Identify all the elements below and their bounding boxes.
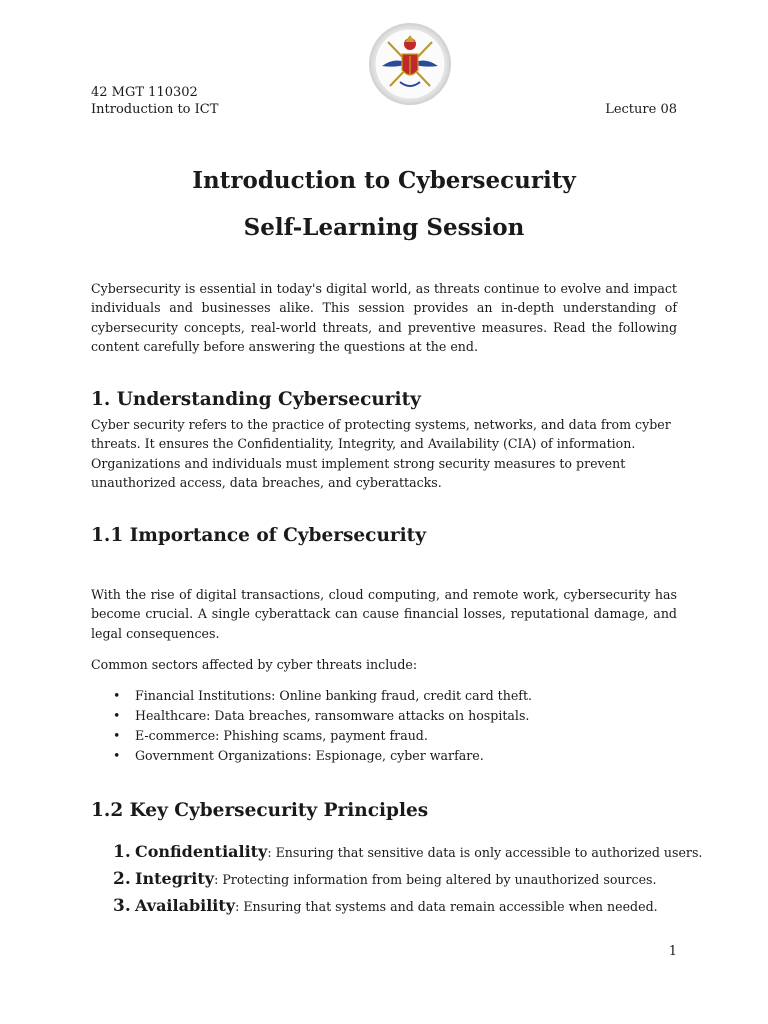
principle-term: Availability (135, 896, 236, 915)
sectors-list (113, 686, 532, 766)
principle-description: Ensuring that sensitive data is only accessible to authorized users. (275, 845, 703, 860)
course-code: 42 MGT 110302 (91, 85, 198, 100)
bullet-icon: • (113, 708, 121, 723)
document-subtitle: Self-Learning Session (243, 214, 525, 241)
principle-term: Confidentiality (135, 842, 268, 861)
principle-separator: : (267, 845, 276, 860)
principle-number: 1. (113, 842, 131, 862)
bullet-icon: • (113, 728, 121, 743)
section-body-importance: With the rise of digital transactions, cloud computing, and remote work, cybersecurity has become crucial. A single cyberattack can cause financial losses, reputational damage, and legal consequences. (91, 587, 677, 641)
bullet-icon: • (113, 688, 121, 703)
principle-separator: : (214, 872, 223, 887)
lecture-label: Lecture 08 (605, 102, 677, 117)
page-number: 1 (668, 944, 677, 959)
list-item: • E-commerce: Phishing scams, payment fraud. (113, 726, 532, 746)
section-heading-importance: 1.1 Importance of Cybersecurity (91, 525, 426, 546)
principle-term: Integrity (135, 869, 215, 888)
list-item: • Government Organizations: Espionage, cyber warfare. (113, 746, 532, 766)
section-heading-principles: 1.2 Key Cybersecurity Principles (91, 800, 429, 821)
principle-item-integrity (113, 869, 702, 896)
principle-description: Ensuring that systems and data remain accessible when needed. (243, 899, 658, 914)
section-body-understanding: Cyber security refers to the practice of protecting systems, networks, and data from cyber threats. It ensures the Confidentiality, Integrity, and Availability (CIA) of information. Organizations and individuals must implement strong security measures to prevent unauthorized access, data breaches, and cyberattacks. (91, 417, 671, 491)
document-title: Introduction to Cybersecurity (192, 167, 576, 194)
principle-item-availability (113, 896, 702, 923)
principle-number: 3. (113, 896, 131, 916)
list-item: • Healthcare: Data breaches, ransomware attacks on hospitals. (113, 706, 532, 726)
principle-number: 2. (113, 869, 131, 889)
principle-description: Protecting information from being altered by unauthorized sources. (222, 872, 657, 887)
intro-paragraph: Cybersecurity is essential in today's digital world, as threats continue to evolve and impact individuals and businesses alike. This session provides an in-depth understanding of cybersecurity concepts, real-world threats, and preventive measures. Read the following content carefully before answering the questions at the end. (91, 281, 677, 355)
list-item: • Financial Institutions: Online banking fraud, credit card theft. (113, 686, 532, 706)
course-name: Introduction to ICT (91, 102, 219, 117)
bullet-icon: • (113, 748, 121, 763)
sectors-intro: Common sectors affected by cyber threats include: (91, 657, 418, 672)
principles-list (113, 842, 702, 923)
course-header (91, 84, 218, 118)
section-heading-understanding: 1. Understanding Cybersecurity (91, 389, 421, 410)
institution-emblem (368, 22, 452, 106)
principle-separator: : (235, 899, 244, 914)
principle-item-confidentiality (113, 842, 702, 869)
